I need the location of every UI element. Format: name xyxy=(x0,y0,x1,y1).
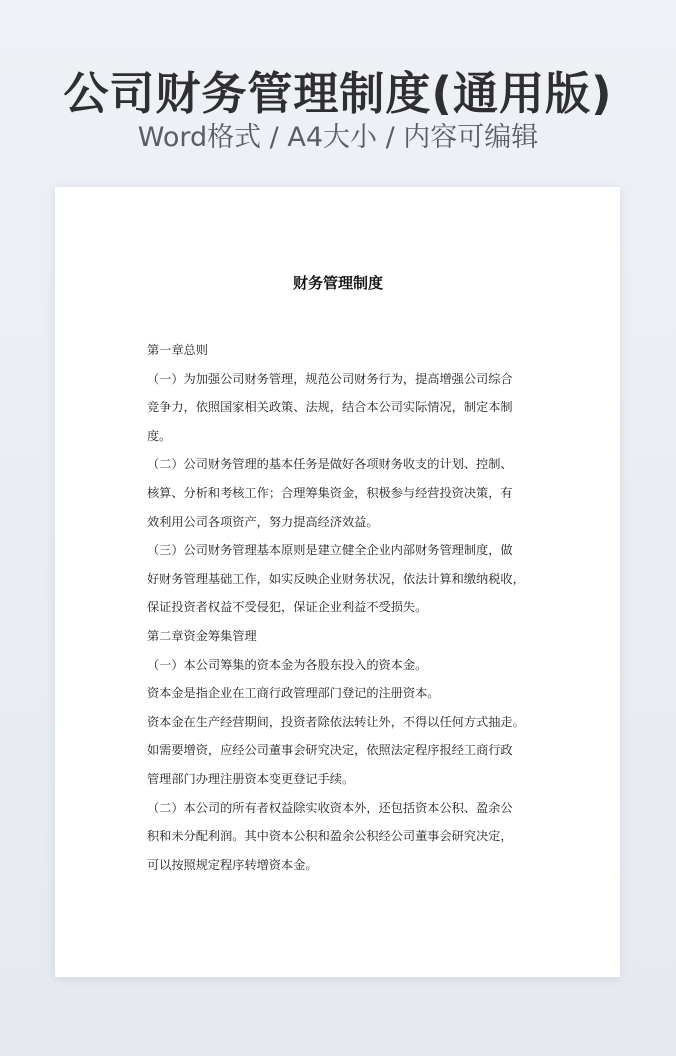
paragraph-line: （二）公司财务管理的基本任务是做好各项财务收支的计划、控制、 xyxy=(147,457,513,472)
paragraph-line: 可以按照规定程序转增资本金。 xyxy=(147,857,318,872)
paragraph-line: 效利用公司各项资产，努力提高经济效益。 xyxy=(147,514,379,529)
paragraph-line: 保证投资者权益不受侵犯，保证企业利益不受损失。 xyxy=(147,600,428,615)
paragraph-line: 度。 xyxy=(147,428,172,443)
document-body xyxy=(147,336,532,879)
paragraph-line: 核算、分析和考核工作；合理筹集资金，积极参与经营投资决策，有 xyxy=(147,485,513,500)
paragraph-line: 管理部门办理注册资本变更登记手续。 xyxy=(147,771,355,786)
paragraph-line: 好财务管理基础工作，如实反映企业财务状况，依法计算和缴纳税收， xyxy=(147,571,525,586)
paragraph-line: 如需要增资，应经公司董事会研究决定，依照法定程序报经工商行政 xyxy=(147,743,513,758)
paragraph-line: （三）公司财务管理基本原则是建立健全企业内部财务管理制度，做 xyxy=(147,543,513,558)
chapter-heading: 第二章资金筹集管理 xyxy=(147,628,257,643)
paragraph-line: 竞争力，依照国家相关政策、法规，结合本公司实际情况，制定本制 xyxy=(147,400,513,415)
paragraph-line: （一）本公司筹集的资本金为各股东投入的资本金。 xyxy=(147,657,428,672)
paragraph-line: 资本金在生产经营期间，投资者除依法转让外，不得以任何方式抽走。 xyxy=(147,714,525,729)
document-title: 财务管理制度 xyxy=(292,274,383,292)
chapter-heading: 第一章总则 xyxy=(147,343,208,357)
paragraph-line: 积和未分配利润。其中资本公积和盈余公积经公司董事会研究决定， xyxy=(147,829,513,844)
paragraph-line: 资本金是指企业在工商行政管理部门登记的注册资本。 xyxy=(147,686,440,701)
paragraph-line: （二）本公司的所有者权益除实收资本外，还包括资本公积、盈余公 xyxy=(147,800,513,815)
hero-title: 公司财务管理制度(通用版) xyxy=(63,67,613,120)
paragraph-line: （一）为加强公司财务管理，规范公司财务行为，提高增强公司综合 xyxy=(147,371,513,386)
hero-subtitle: Word格式 / A4大小 / 内容可编辑 xyxy=(137,122,539,153)
